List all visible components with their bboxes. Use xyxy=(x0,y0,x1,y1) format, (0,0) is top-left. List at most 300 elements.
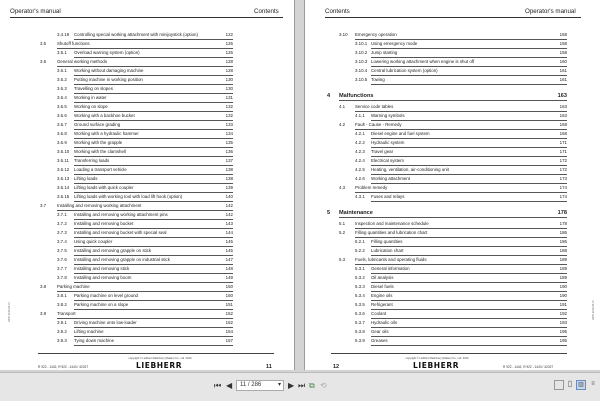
toc-entry-underline xyxy=(339,217,567,218)
toc-entry-title: Service code tables xyxy=(355,104,394,109)
page-11 xyxy=(0,0,295,370)
toc-entry-title: Hydraulic oils xyxy=(371,320,398,325)
toc-entry[interactable] xyxy=(0,112,294,121)
toc-entry-number: 5.3.6 xyxy=(355,311,365,316)
toc-entry-number: 3.7.7 xyxy=(57,266,67,271)
toc-entry-page: 168 xyxy=(559,131,567,136)
prev-page-icon[interactable]: ◀ xyxy=(226,381,233,390)
toc-entry-page: 132 xyxy=(225,113,233,118)
toc-entry[interactable] xyxy=(0,310,294,319)
toc-entry[interactable] xyxy=(0,283,294,292)
toc-entry-page: 195 xyxy=(559,329,567,334)
toc-entry-page: 142 xyxy=(225,212,233,217)
toc-entry-number: 3.7.1 xyxy=(57,212,67,217)
toc-entry[interactable] xyxy=(0,301,294,310)
copyright: copyright © Liebherr Machinery (Dalian) Co., Ltd. 2019 xyxy=(128,357,192,360)
toc-entry[interactable] xyxy=(305,310,600,319)
toc-entry-title: Lifting loads with working tool with load lift hook (option) xyxy=(74,194,183,199)
toc-entry-number: 3.7.2 xyxy=(57,221,67,226)
first-page-icon[interactable]: ⏮ xyxy=(214,381,222,390)
toc-entry-page: 128 xyxy=(225,59,233,64)
toc-entry[interactable] xyxy=(305,209,600,218)
toc-entry-number: 3.6.9 xyxy=(57,140,67,145)
toc-entry-number: 5.3.8 xyxy=(355,329,365,334)
toc-entry[interactable] xyxy=(305,130,600,139)
toc-entry[interactable] xyxy=(0,166,294,175)
toc-entry-page: 173 xyxy=(559,176,567,181)
bookmark-icon[interactable]: ▯ xyxy=(567,379,573,388)
header-left: Contents xyxy=(325,8,350,15)
toc-entry-page: 190 xyxy=(559,284,567,289)
toc-entry-page: 157 xyxy=(225,338,233,343)
toc-entry-title: Installing and removing working attachment xyxy=(57,203,142,208)
toc-entry[interactable] xyxy=(305,265,600,274)
toc-entry-underline xyxy=(371,84,567,85)
toc-entry[interactable] xyxy=(0,175,294,184)
toc-entry-number: 3.8.2 xyxy=(57,302,67,307)
toc-entry-page: 137 xyxy=(225,158,233,163)
last-page-icon[interactable]: ⏭ xyxy=(298,381,306,390)
toc-entry[interactable] xyxy=(0,274,294,283)
toc-entry[interactable] xyxy=(0,148,294,157)
toc-entry-page: 189 xyxy=(559,257,567,262)
toc-entry-title: Installing and removing working attachment pins xyxy=(74,212,168,217)
toc-entry-title: Fuses and relays xyxy=(371,194,405,199)
toc-entry-number: 3.9.1 xyxy=(57,320,67,325)
toc-entry[interactable] xyxy=(305,220,600,229)
header-right: Contents xyxy=(254,8,279,15)
toc-entry[interactable] xyxy=(305,58,600,67)
page-12 xyxy=(304,0,600,370)
toc-entry[interactable] xyxy=(0,292,294,301)
liebherr-logo: LIEBHERR xyxy=(136,361,183,370)
toc-entry-number: 4 xyxy=(327,93,331,99)
toc-entry-number: 3.7.6 xyxy=(57,257,67,262)
toc-entry-number: 3.7.8 xyxy=(57,275,67,280)
toc-entry[interactable] xyxy=(305,229,600,238)
toc-entry-number: 5.2.2 xyxy=(355,248,365,253)
page-number: 11 xyxy=(266,364,272,370)
toc-entry[interactable] xyxy=(305,67,600,76)
toc-entry-title: Putting machine in working position xyxy=(74,77,143,82)
single-page-icon[interactable] xyxy=(554,380,564,390)
toc-entry-number: 5.2 xyxy=(339,230,346,235)
toc-entry-number: 3.9 xyxy=(40,311,47,316)
toc-entry-page: 130 xyxy=(225,86,233,91)
toc-entry-number: 3.10.3 xyxy=(355,59,368,64)
model-code: R 922 - 1442, R 922 - 1443 / 42027 xyxy=(38,365,89,369)
toc-entry-number: 3.6.11 xyxy=(57,158,69,163)
toc-entry[interactable] xyxy=(305,292,600,301)
toc-entry-number: 3.6.14 xyxy=(57,185,70,190)
toc-entry-number: 3.8 xyxy=(40,284,47,289)
toc-entry-title: Jump starting xyxy=(371,50,398,55)
toc-entry[interactable] xyxy=(305,103,600,112)
toc-entry-page: 138 xyxy=(225,167,233,172)
toc-entry-underline xyxy=(371,345,567,346)
toc-entry-title: Filling quantities and lubrication chart xyxy=(355,230,428,235)
toc-entry-title: Lubrication chart xyxy=(371,248,404,253)
side-code: LWT/ 2019-05-07 xyxy=(8,302,11,322)
toc-entry-number: 3.6.6 xyxy=(57,113,67,118)
toc-entry-page: 138 xyxy=(225,176,233,181)
fit-page-icon[interactable]: ⧉ xyxy=(309,381,315,390)
navigation-toolbar xyxy=(0,372,600,401)
toc-entry-number: 3.6.7 xyxy=(57,122,67,127)
toc-entry[interactable] xyxy=(305,184,600,193)
toc-entry-number: 4.3.1 xyxy=(355,194,365,199)
toc-entry-number: 3.6.3 xyxy=(57,86,67,91)
toc-entry-page: 172 xyxy=(559,167,567,172)
model-code: R 922 - 1442, R 922 - 1443 / 42027 xyxy=(503,365,554,369)
toc-entry[interactable] xyxy=(0,337,294,346)
toc-entry-page: 160 xyxy=(559,59,567,64)
toc-entry-title: Maintenance xyxy=(339,210,373,216)
toc-entry-number: 3.6.12 xyxy=(57,167,70,172)
toc-entry-title: Problem remedy xyxy=(355,185,388,190)
liebherr-logo: LIEBHERR xyxy=(413,361,460,370)
header-rule xyxy=(325,17,581,18)
toc-entry-title: Warning symbols xyxy=(371,113,405,118)
toc-entry-title: Loading a transport vehicle xyxy=(74,167,127,172)
toc-entry[interactable] xyxy=(305,139,600,148)
toc-entry-title: Inspection and maintenance schedule xyxy=(355,221,429,226)
toc-entry-number: 3.5 xyxy=(40,41,47,46)
toc-entry-page: 189 xyxy=(559,266,567,271)
toc-entry-page: 140 xyxy=(225,194,233,199)
toc-entry-title: Parking machine on a slope xyxy=(74,302,129,307)
toc-entry-number: 3.10.4 xyxy=(355,68,368,73)
toc-entry-title: Central lubrication system (option) xyxy=(371,68,438,73)
toc-entry-number: 3.6.8 xyxy=(57,131,67,136)
toc-entry-title: Working without damaging machine xyxy=(74,68,144,73)
toc-entry-page: 154 xyxy=(225,329,233,334)
toc-entry[interactable] xyxy=(0,202,294,211)
toc-entry-number: 3.6 xyxy=(40,59,47,64)
toc-entry[interactable] xyxy=(0,31,294,40)
toc-entry-page: 145 xyxy=(225,239,233,244)
toc-entry[interactable] xyxy=(305,301,600,310)
toc-entry[interactable] xyxy=(305,238,600,247)
toc-entry-page: 172 xyxy=(559,158,567,163)
toc-entry-title: Electrical system xyxy=(371,158,404,163)
toc-entry-number: 3.10 xyxy=(339,32,348,37)
toc-entry[interactable] xyxy=(0,121,294,130)
toc-entry-number: 3.9.3 xyxy=(57,338,67,343)
toc-entry-number: 5.3.2 xyxy=(355,275,365,280)
toc-entry-title: Gear oils xyxy=(371,329,389,334)
toc-entry-title: Working attachment xyxy=(371,176,410,181)
toc-entry[interactable] xyxy=(305,112,600,121)
toc-entry[interactable] xyxy=(0,238,294,247)
toc-entry-title: Hydraulic system xyxy=(371,140,405,145)
copyright: copyright © Liebherr Machinery (Dalian) Co., Ltd. 2019 xyxy=(405,357,469,360)
toc-entry-title: Installing and removing grapple on industrial stick xyxy=(74,257,170,262)
toc-entry-page: 163 xyxy=(559,113,567,118)
two-page-icon[interactable]: ▥ xyxy=(576,380,586,390)
toc-entry[interactable] xyxy=(0,193,294,202)
toc-entry-number: 3.7.4 xyxy=(57,239,67,244)
toc-entry-page: 168 xyxy=(559,122,567,127)
toc-entry-title: Towing xyxy=(371,77,385,82)
toc-entry-title: Lifting loads with quick coupler xyxy=(74,185,134,190)
toc-entry-page: 178 xyxy=(557,210,567,216)
toc-entry-page: 142 xyxy=(225,203,233,208)
toc-entry-title: Greases xyxy=(371,338,388,343)
toc-entry-page: 158 xyxy=(559,32,567,37)
toc-entry[interactable] xyxy=(305,337,600,346)
toc-entry[interactable] xyxy=(305,31,600,40)
toc-entry-number: 4.2.2 xyxy=(355,140,365,145)
toc-entry-number: 5.3.9 xyxy=(355,338,365,343)
next-page-icon[interactable]: ▶ xyxy=(288,381,295,390)
toc-entry-number: 4.1.1 xyxy=(355,113,365,118)
toc-entry[interactable] xyxy=(305,247,600,256)
toc-entry[interactable] xyxy=(0,49,294,58)
toc-entry[interactable] xyxy=(0,40,294,49)
toc-entry[interactable] xyxy=(0,139,294,148)
toc-entry-number: 3.5.1 xyxy=(57,50,67,55)
toc-entry-page: 152 xyxy=(225,320,233,325)
toc-entry[interactable] xyxy=(305,157,600,166)
toc-entry-title: Working with the grapple xyxy=(74,140,123,145)
toc-entry-title: Malfunctions xyxy=(339,93,374,99)
toc-entry-page: 193 xyxy=(559,320,567,325)
toc-entry[interactable] xyxy=(0,130,294,139)
toc-entry-title: Heating, ventilation, air-conditioning unit xyxy=(371,167,449,172)
toc-entry-number: 4.1 xyxy=(339,104,346,109)
toc-entry-page: 133 xyxy=(225,122,233,127)
toc-entry-title: Driving machine onto low-loader xyxy=(74,320,137,325)
toc-entry-title: Overload warning system (option) xyxy=(74,50,140,55)
toc-entry-page: 149 xyxy=(225,275,233,280)
toc-entry-page: 143 xyxy=(225,221,233,226)
toc-entry-title: Engine oils xyxy=(371,293,393,298)
toc-entry-page: 192 xyxy=(559,311,567,316)
toc-entry-page: 150 xyxy=(225,293,233,298)
toc-entry-page: 188 xyxy=(559,248,567,253)
toc-entry-number: 3.8.1 xyxy=(57,293,67,298)
toc-entry-title: Installing and removing bucket xyxy=(74,221,134,226)
toc-entry-page: 151 xyxy=(225,302,233,307)
toc-entry-title: Tying down machine xyxy=(74,338,115,343)
toc-entry[interactable] xyxy=(0,94,294,103)
page-indicator-input[interactable]: 11 / 286 xyxy=(236,380,284,391)
toc-entry[interactable] xyxy=(305,166,600,175)
toc-entry-number: 4.3 xyxy=(339,185,346,190)
toc-entry-number: 3.9.2 xyxy=(57,329,67,334)
toc-entry-page: 147 xyxy=(225,257,233,262)
toc-entry-title: Parking machine on level ground xyxy=(74,293,138,298)
toc-entry[interactable] xyxy=(305,148,600,157)
toc-entry[interactable] xyxy=(0,157,294,166)
toc-entry-title: Oil analysis xyxy=(371,275,394,280)
toc-entry[interactable] xyxy=(0,211,294,220)
toc-entry-number: 3.6.15 xyxy=(57,194,70,199)
toc-entry-page: 150 xyxy=(225,284,233,289)
toc-entry-page: 135 xyxy=(225,140,233,145)
toc-entry-page: 163 xyxy=(559,104,567,109)
toc-entry-page: 186 xyxy=(559,239,567,244)
toc-entry[interactable] xyxy=(0,256,294,265)
toc-entry-title: Travelling on slopes xyxy=(74,86,113,91)
toc-entry-page: 178 xyxy=(559,221,567,226)
toc-entry-number: 3.10.5 xyxy=(355,77,368,82)
toc-entry-title: General information xyxy=(371,266,410,271)
toc-entry-title: Lowering working attachment when engine is shut off xyxy=(371,59,475,64)
toc-entry-number: 5.1 xyxy=(339,221,346,226)
toc-entry-page: 158 xyxy=(559,41,567,46)
rotate-icon[interactable]: ⟲ xyxy=(320,381,327,390)
toc-entry[interactable] xyxy=(305,283,600,292)
toc-entry-page: 190 xyxy=(559,293,567,298)
toc-entry[interactable] xyxy=(305,40,600,49)
header-right: Operator's manual xyxy=(525,8,576,15)
toc-entry-number: 5.3.3 xyxy=(355,284,365,289)
toc-entry-page: 132 xyxy=(225,104,233,109)
toc-entry[interactable] xyxy=(0,220,294,229)
toc-entry[interactable] xyxy=(0,229,294,238)
toc-entry-page: 144 xyxy=(225,230,233,235)
toc-entry-page: 171 xyxy=(559,149,567,154)
toc-entry-title: Installing and removing stick xyxy=(74,266,130,271)
toc-entry[interactable] xyxy=(0,67,294,76)
toc-entry-title: Refrigerant xyxy=(371,302,393,307)
toc-entry-page: 145 xyxy=(225,248,233,253)
header-left: Operator's manual xyxy=(10,8,61,15)
toc-entry-page: 128 xyxy=(225,68,233,73)
toc-entry[interactable] xyxy=(0,184,294,193)
toc-entry-page: 122 xyxy=(225,32,233,37)
toc-entry-title: Lifting machine xyxy=(74,329,104,334)
toc-entry-page: 152 xyxy=(225,311,233,316)
toc-entry-underline xyxy=(371,201,567,202)
toc-entry-underline xyxy=(339,100,567,101)
toc-entry[interactable] xyxy=(0,76,294,85)
toc-entry-page: 163 xyxy=(557,93,567,99)
toc-entry-title: Controlling special working attachment with minijoystick (option) xyxy=(74,32,198,37)
toc-entry[interactable] xyxy=(305,175,600,184)
toc-entry-number: 3.4.19 xyxy=(57,32,70,37)
toc-entry-title: Working on slope xyxy=(74,104,108,109)
toc-entry-title: Shutoff functions xyxy=(57,41,90,46)
toc-entry-title: Lifting loads xyxy=(74,176,98,181)
toc-entry-page: 134 xyxy=(225,131,233,136)
toc-entry-number: 4.2.3 xyxy=(355,149,365,154)
toc-entry-number: 3.6.13 xyxy=(57,176,70,181)
toc-entry-title: Diesel fuels xyxy=(371,284,394,289)
toc-entry-page: 189 xyxy=(559,275,567,280)
toc-entry-title: Working with the clamshell xyxy=(74,149,126,154)
toc-entry[interactable] xyxy=(305,76,600,85)
toc-entry[interactable] xyxy=(0,319,294,328)
toc-entry-number: 3.6.2 xyxy=(57,77,67,82)
toc-entry-title: Working with a hydraulic hammer xyxy=(74,131,139,136)
side-code: LWT/ 2019-05-07 xyxy=(592,300,595,320)
toc-entry-title: General working methods xyxy=(57,59,108,64)
toc-entry-page: 126 xyxy=(225,41,233,46)
toc-entry-title: Fault - Cause - Remedy xyxy=(355,122,402,127)
toc-entry-title: Transport xyxy=(57,311,76,316)
toc-entry-number: 3.7 xyxy=(40,203,47,208)
toc-entry-page: 131 xyxy=(225,95,233,100)
toc-entry-page: 191 xyxy=(559,302,567,307)
toc-entry-page: 130 xyxy=(225,77,233,82)
toc-entry[interactable] xyxy=(305,256,600,265)
toc-entry-page: 195 xyxy=(559,338,567,343)
toc-entry-page: 139 xyxy=(225,185,233,190)
toc-entry-title: Installing and removing boom xyxy=(74,275,132,280)
toc-entry[interactable] xyxy=(0,103,294,112)
toc-entry-page: 171 xyxy=(559,140,567,145)
toc-entry-title: Using emergency mode xyxy=(371,41,418,46)
toc-entry[interactable] xyxy=(0,58,294,67)
header-rule xyxy=(10,17,283,18)
toc-entry-number: 5.3.4 xyxy=(355,293,365,298)
toc-entry-page: 174 xyxy=(559,185,567,190)
toc-entry[interactable] xyxy=(305,121,600,130)
toc-entry-number: 5.3.7 xyxy=(355,320,365,325)
scroll-icon[interactable]: ≡ xyxy=(591,381,595,387)
toc-entry[interactable] xyxy=(305,328,600,337)
toc-entry-number: 5 xyxy=(327,210,331,216)
toc-entry-number: 5.3 xyxy=(339,257,346,262)
footer-rule xyxy=(38,353,274,354)
toc-entry-title: Travel gear xyxy=(371,149,394,154)
toc-entry-number: 4.2.4 xyxy=(355,158,365,163)
toc-entry-page: 161 xyxy=(559,77,567,82)
footer-rule xyxy=(331,353,567,354)
toc-entry-title: Filling quantities xyxy=(371,239,403,244)
toc-entry-title: Installing and removing bucket with special seal xyxy=(74,230,167,235)
toc-entry-page: 158 xyxy=(559,50,567,55)
toc-entry-title: Ground surface grading xyxy=(74,122,121,127)
toc-entry-title: Working in water xyxy=(74,95,107,100)
toc-entry[interactable] xyxy=(305,319,600,328)
toc-entry-number: 3.6.10 xyxy=(57,149,70,154)
toc-entry-title: Coolant xyxy=(371,311,387,316)
toc-entry-title: Working with a backhoe bucket xyxy=(74,113,135,118)
toc-entry[interactable] xyxy=(0,85,294,94)
toc-entry-underline xyxy=(74,345,233,346)
toc-entry-page: 161 xyxy=(559,68,567,73)
page-dropdown-icon[interactable]: ▾ xyxy=(278,382,282,388)
toc-entry[interactable] xyxy=(0,265,294,274)
toc-entry[interactable] xyxy=(0,247,294,256)
toc-entry-number: 3.6.4 xyxy=(57,95,67,100)
toc-entry-number: 4.2.5 xyxy=(355,167,365,172)
toc-entry-title: Emergency operation xyxy=(355,32,397,37)
toc-entry[interactable] xyxy=(305,193,600,202)
toc-entry[interactable] xyxy=(305,92,600,101)
toc-entry-number: 3.10.2 xyxy=(355,50,368,55)
toc-entry-number: 5.3.1 xyxy=(355,266,365,271)
toc-entry-title: Installing and removing grapple on stick xyxy=(74,248,152,253)
toc-entry-number: 3.6.5 xyxy=(57,104,67,109)
toc-entry[interactable] xyxy=(305,49,600,58)
toc-entry-title: Transferring loads xyxy=(74,158,110,163)
toc-entry-number: 3.10.1 xyxy=(355,41,368,46)
toc-entry[interactable] xyxy=(305,274,600,283)
toc-entry-number: 3.7.3 xyxy=(57,230,67,235)
toc-entry-title: Parking machine xyxy=(57,284,90,289)
toc-entry-page: 186 xyxy=(559,230,567,235)
toc-entry-number: 4.2.6 xyxy=(355,176,365,181)
toc-entry-title: Fuels, lubricants and operating fluids xyxy=(355,257,427,262)
toc-entry[interactable] xyxy=(0,328,294,337)
toc-entry-title: Using quick coupler xyxy=(74,239,113,244)
toc-entry-page: 136 xyxy=(225,149,233,154)
